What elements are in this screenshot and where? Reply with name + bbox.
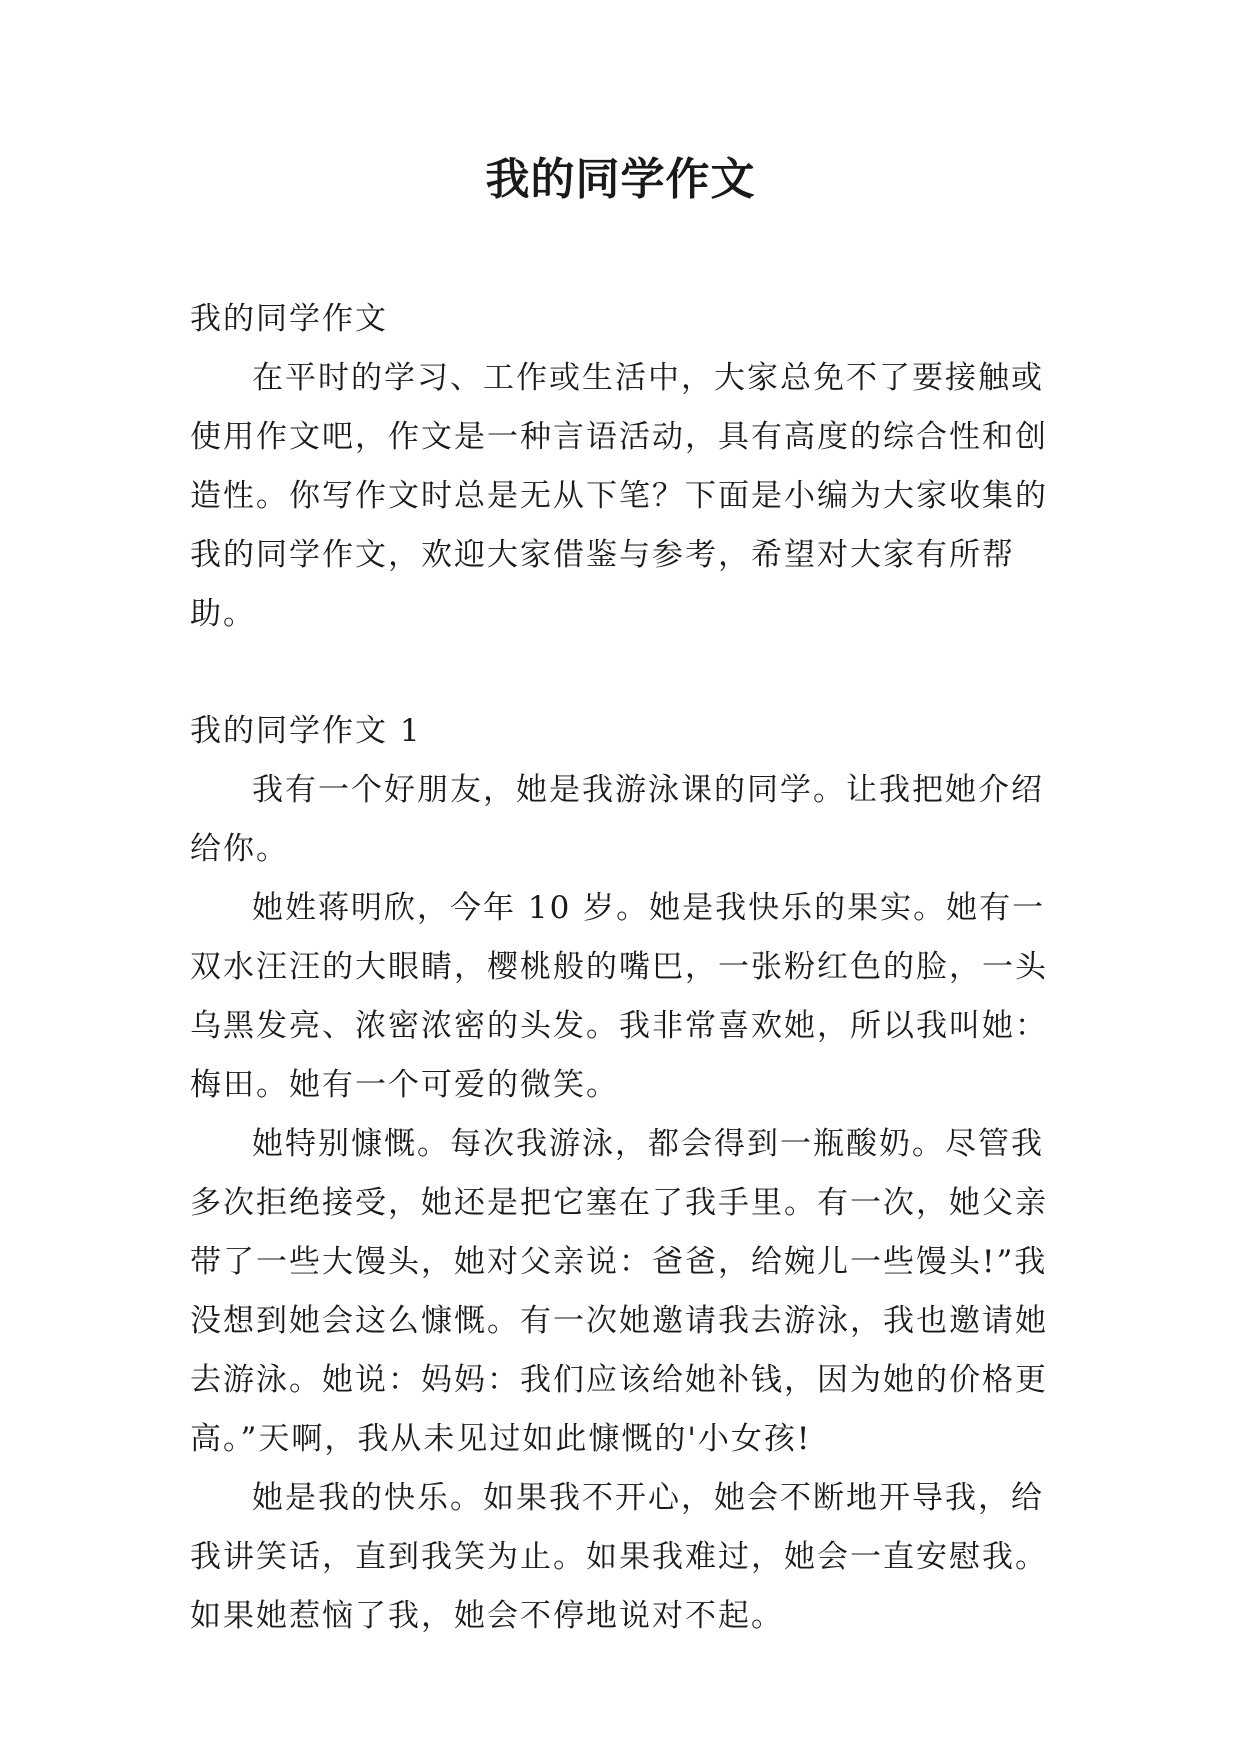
intro-paragraph: 在平时的学习、工作或生活中，大家总免不了要接触或使用作文吧，作文是一种言语活动，具有高度的综合性和创造性。你写作文时总是无从下笔？下面是小编为大家收集的我的同学作文，欢迎大家借鉴与参考，希望对大家有所帮助。 <box>190 360 1048 632</box>
essay-1-paragraph-4: 她是我的快乐。如果我不开心，她会不断地开导我，给我讲笑话，直到我笑为止。如果我难过，她会一直安慰我。如果她惹恼了我，她会不停地说对不起。 <box>190 1480 1048 1634</box>
essay-1-paragraph-2: 她姓蒋明欣，今年 10 岁。她是我快乐的果实。她有一双水汪汪的大眼睛，樱桃般的嘴巴，一张粉红色的脸，一头乌黑发亮、浓密浓密的头发。我非常喜欢她，所以我叫她：梅田。她有一个可爱的微笑。 <box>190 890 1048 1103</box>
section-spacer <box>190 644 1060 702</box>
essay-1-heading: 我的同学作文 1 <box>190 713 422 749</box>
essay-1-paragraph-1: 我有一个好朋友，她是我游泳课的同学。让我把她介绍给你。 <box>190 772 1044 867</box>
document-body <box>190 290 1060 1646</box>
intro-heading: 我的同学作文 <box>190 301 388 337</box>
essay-1-paragraph-3: 她特别慷慨。每次我游泳，都会得到一瓶酸奶。尽管我多次拒绝接受，她还是把它塞在了我手里。有一次，她父亲带了一些大馒头，她对父亲说：爸爸，给婉儿一些馒头!”我没想到她会这么慷慨。有一次她邀请我去游泳，我也邀请她去游泳。她说：妈妈：我们应该给她补钱，因为她的价格更高。”天啊，我从未见过如此慷慨的'小女孩! <box>190 1126 1048 1457</box>
document-title: 我的同学作文 <box>485 154 756 205</box>
